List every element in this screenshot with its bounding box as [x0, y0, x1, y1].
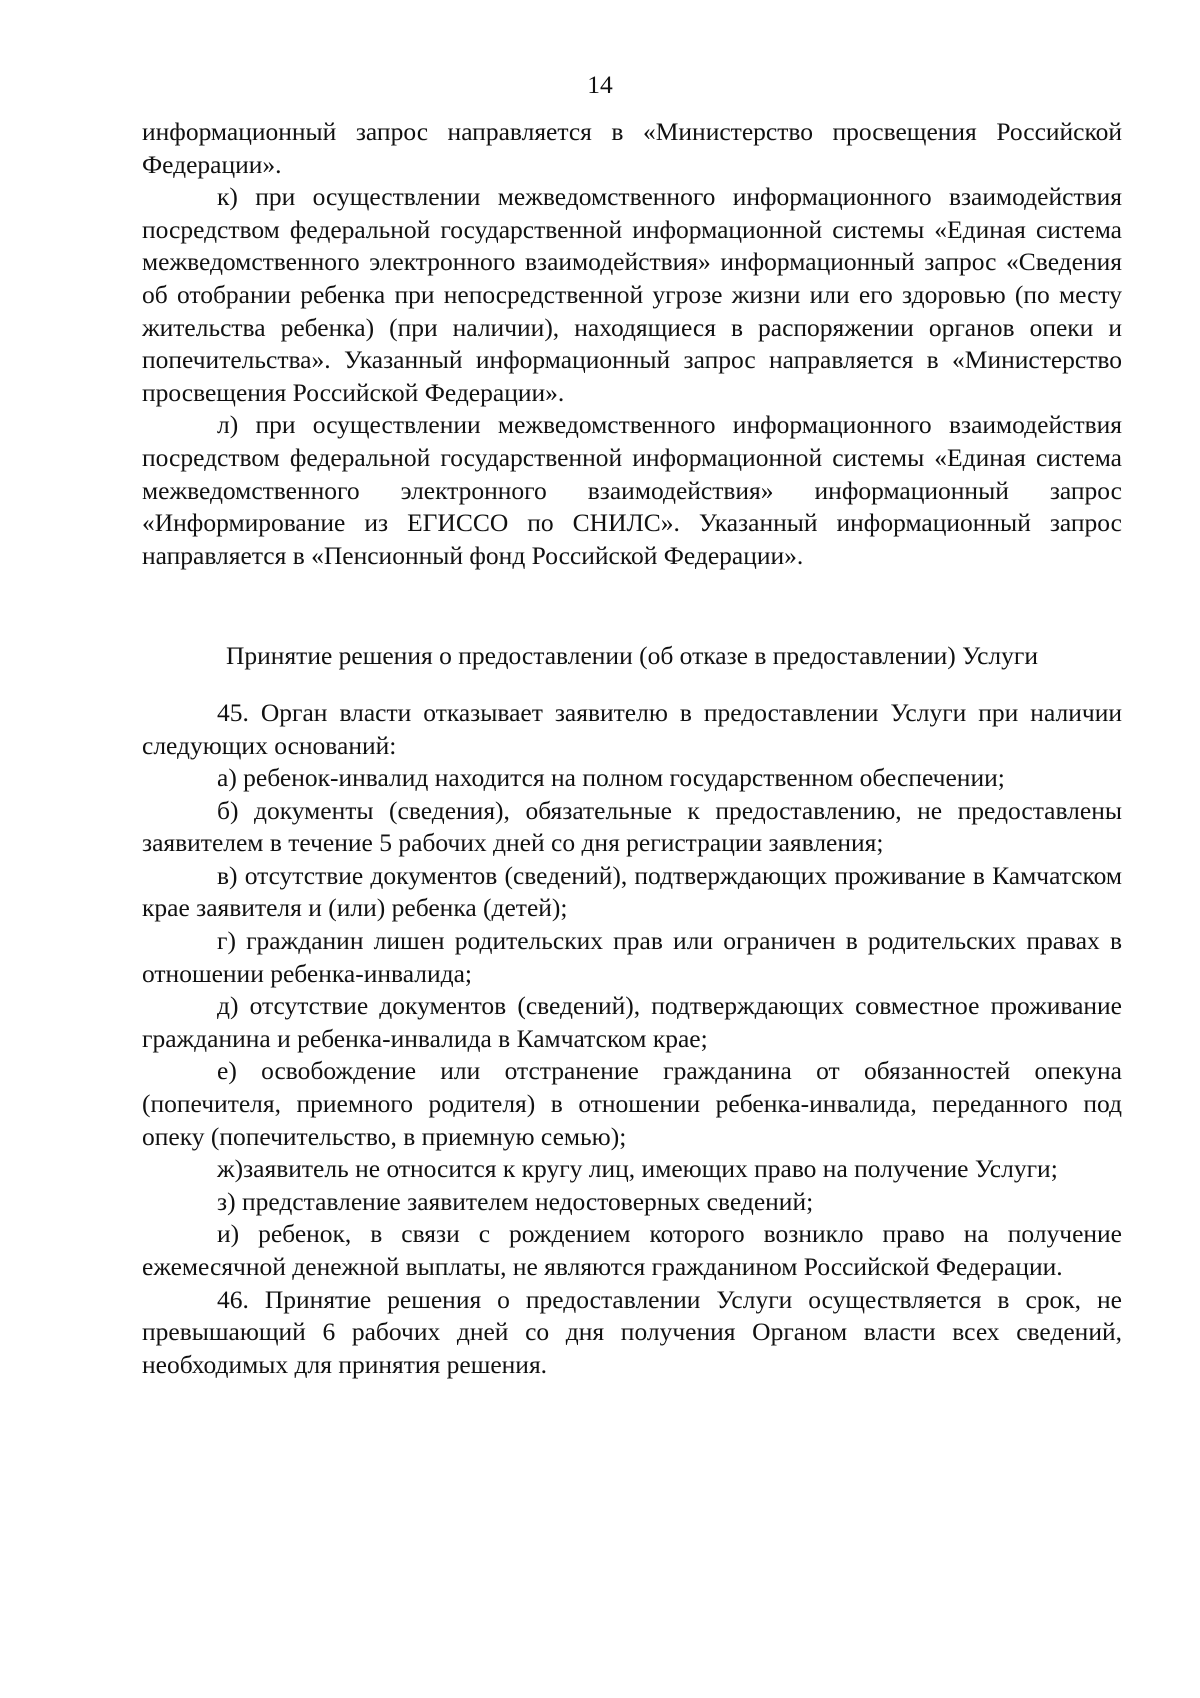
paragraph-item-k: к) при осуществлении межведомственного информационного взаимодействия посредством федеральной государственной информационной системы «Единая система межведомственного электронного взаимодействия» информационный запрос «Сведения об отобрании ребенка при непосредственной угрозе жизни или его здоровью (по месту жительства ребенка) (при наличии), находящиеся в распоряжении органов опеки и попечительства». Указанный информационный запрос направляется в «Министерство просвещения Российской Федерации».: [142, 182, 1122, 407]
paragraph-item-d: д) отсутствие документов (сведений), подтверждающих совместное проживание гражданина и ребенка-инвалида в Камчатском крае;: [142, 991, 1122, 1053]
paragraph-item-b: б) документы (сведения), обязательные к предоставлению, не предоставлены заявителем в течение 5 рабочих дней со дня регистрации заявления;: [142, 795, 1122, 858]
paragraph-45: 45. Орган власти отказывает заявителю в предоставлении Услуги при наличии следующих оснований:: [142, 697, 1122, 760]
document-body: [142, 116, 1122, 1381]
paragraph-item-v: в) отсутствие документов (сведений), подтверждающих проживание в Камчатском крае заявителя и (или) ребенка (детей);: [142, 860, 1122, 923]
paragraph-item-e: е) освобождение или отстранение гражданина от обязанностей опекуна (попечителя, приемного родителя) в отношении ребенка-инвалида, переданного под опеку (попечительство, в приемную семью);: [142, 1056, 1122, 1151]
paragraph-item-a: а) ребенок-инвалид находится на полном государственном обеспечении;: [217, 763, 1005, 793]
paragraph-item-g: г) гражданин лишен родительских прав или ограничен в родительских правах в отношении ребенка-инвалида;: [142, 926, 1122, 988]
paragraph-46: 46. Принятие решения о предоставлении Услуги осуществляется в срок, не превышающий 6 рабочих дней со дня получения Органом власти всех сведений, необходимых для принятия решения.: [142, 1284, 1122, 1379]
paragraph-continuation: информационный запрос направляется в «Министерство просвещения Российской Федерации».: [142, 117, 1122, 179]
paragraph-item-l: л) при осуществлении межведомственного информационного взаимодействия посредством федеральной государственной информационной системы «Единая система межведомственного электронного взаимодействия» информационный запрос «Информирование из ЕГИССО по СНИЛС». Указанный информационный запрос направляется в «Пенсионный фонд Российской Федерации».: [142, 410, 1122, 570]
paragraph-item-zh: ж)заявитель не относится к кругу лиц, имеющих право на получение Услуги;: [217, 1154, 1058, 1184]
page-number: 14: [587, 70, 613, 99]
section-heading: Принятие решения о предоставлении (об отказе в предоставлении) Услуги: [225, 641, 1039, 671]
paragraph-item-i: и) ребенок, в связи с рождением которого возникло право на получение ежемесячной денежной выплаты, не являются гражданином Российской Федерации.: [142, 1219, 1122, 1281]
paragraph-item-z: з) представление заявителем недостоверных сведений;: [217, 1186, 814, 1216]
